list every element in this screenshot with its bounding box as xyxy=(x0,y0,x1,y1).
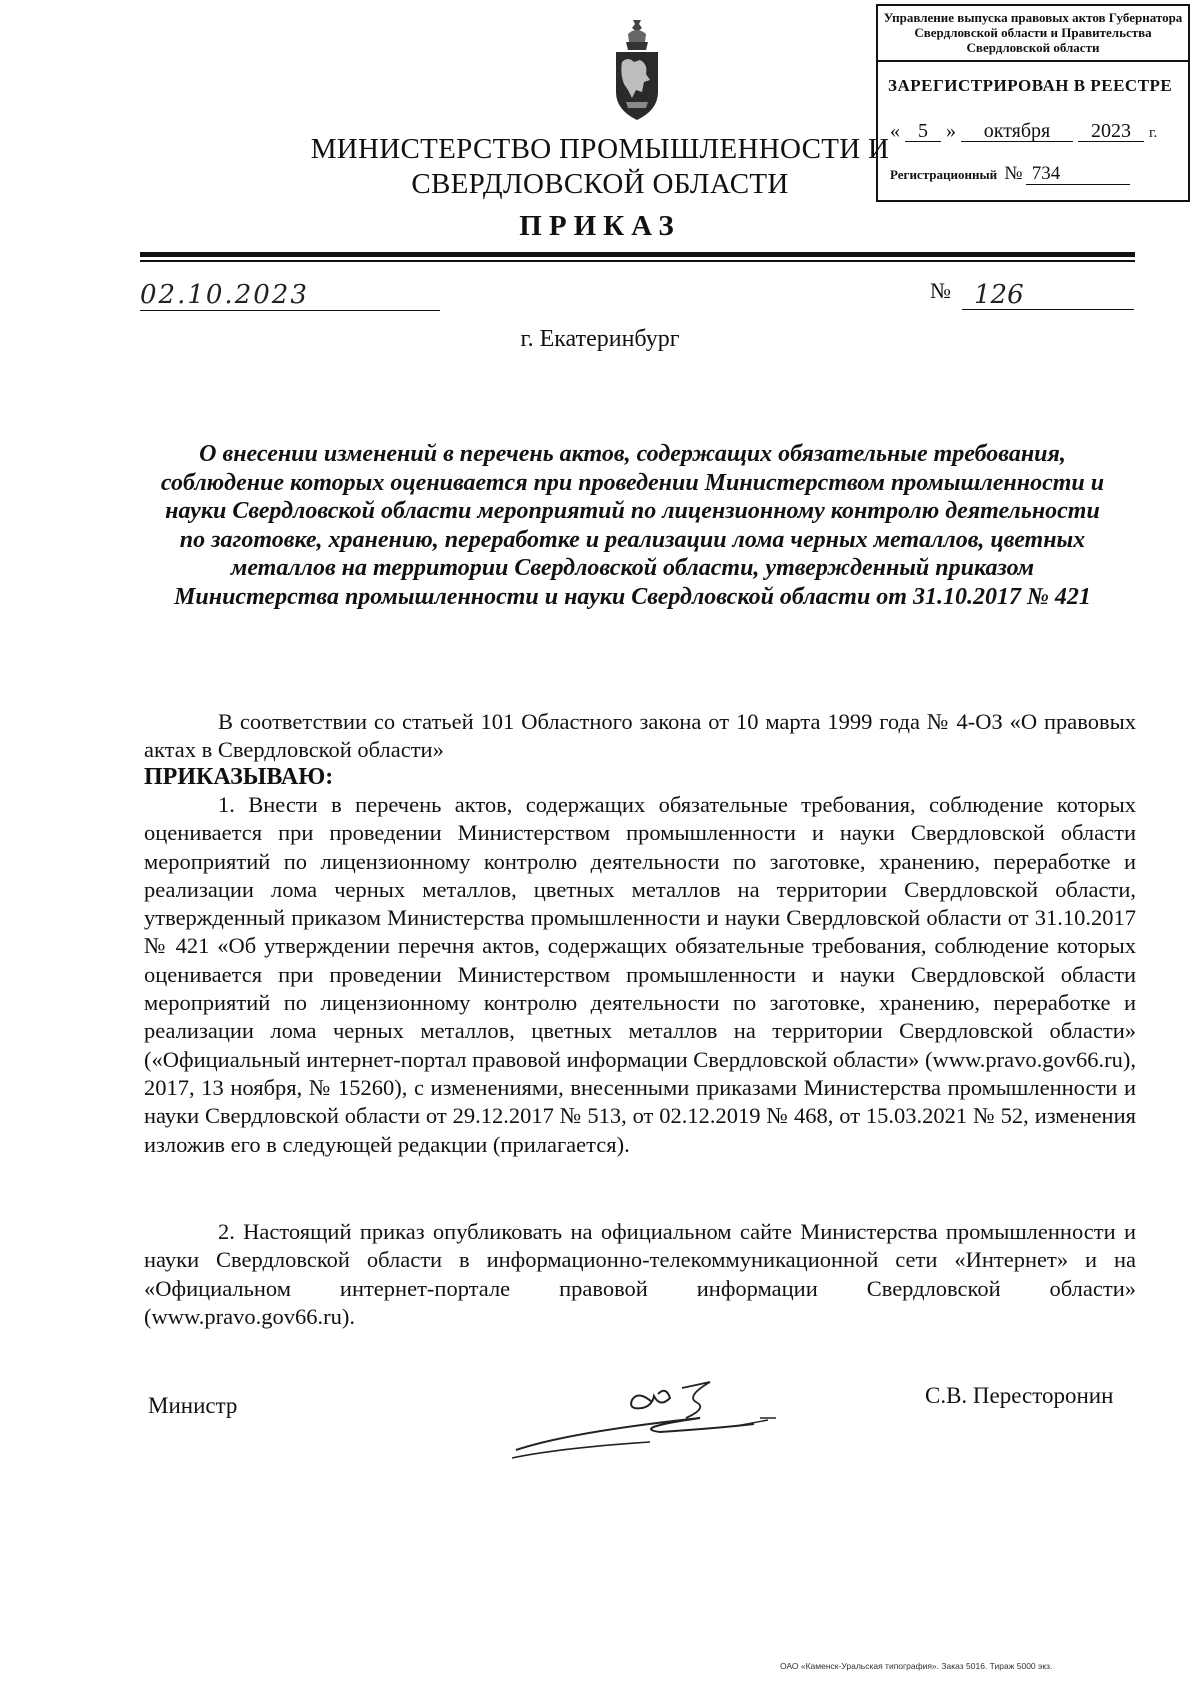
handwritten-signature xyxy=(510,1368,800,1464)
number-label: № xyxy=(930,278,951,303)
stamp-reg-sign: № xyxy=(1004,163,1023,184)
handwritten-date: 02.10.2023 xyxy=(140,280,440,311)
ministry-line-2: СВЕРДЛОВСКОЙ ОБЛАСТИ xyxy=(411,168,789,200)
handwritten-number: 126 xyxy=(962,280,1134,310)
coat-of-arms-icon xyxy=(606,18,668,122)
stamp-registration-number xyxy=(890,163,1188,185)
header-divider-thin xyxy=(140,260,1135,262)
stamp-reg-number: 734 xyxy=(1026,164,1130,185)
stamp-year: 2023 xyxy=(1078,121,1144,142)
stamp-authority: Управление выпуска правовых актов Губернатора Свердловской области и Правительства Свердловской области xyxy=(878,6,1188,62)
stamp-date xyxy=(890,120,1188,143)
order-word: ПРИКАЗЫВАЮ: xyxy=(144,764,334,790)
order-item-1: 1. Внести в перечень актов, содержащих обязательные требования, соблюдение которых оценивается при проведении Министерством промышленности и науки Свердловской области мероприятий по лицензионному контролю деятельности по заготовке, хранению, переработке и реализации лома черных металлов, цветных металлов на территории Свердловской области, утвержденный приказом Министерства промышленности и науки Свердловской области от 31.10.2017 № 421 «Об утверждении перечня актов, содержащих обязательные требования, соблюдение которых оценивается при проведении Министерством промышленности и науки Свердловской области мероприятий по лицензионному контролю деятельности по заготовке, хранению, переработке и реализации лома черных металлов, цветных металлов на территории Свердловской области» («Официальный интернет-портал правовой информации Свердловской области» (www.pravo.gov66.ru), 2017, 13 ноября, № 15260), с изменениями, внесенными приказами Министерства промышленности и науки Свердловской области от 29.12.2017 № 513, от 02.12.2019 № 468, от 15.03.2021 № 52, изменения изложив его в следующей редакции (прилагается). xyxy=(144,792,1136,1157)
signer-name: С.В. Пересторонин xyxy=(925,1383,1114,1408)
intro-paragraph: В соответствии со статьей 101 Областного закона от 10 марта 1999 года № 4-ОЗ «О правовых актах в Свердловской области» xyxy=(144,709,1136,763)
stamp-registered-label: ЗАРЕГИСТРИРОВАН В РЕЕСТРЕ xyxy=(888,76,1173,95)
signer-title: Министр xyxy=(148,1393,238,1418)
order-subject: О внесении изменений в перечень актов, содержащих обязательные требования, соблюдение которых оценивается при проведении Министерством промышленности и науки Свердловской области мероприятий по лицензионному контролю деятельности по заготовке, хранению, переработке и реализации лома черных металлов, цветных металлов на территории Свердловской области, утвержденный приказом Министерства промышленности и науки Свердловской области от 31.10.2017 № 421 xyxy=(160,441,1105,610)
stamp-reg-label: Регистрационный xyxy=(890,167,998,182)
city: г. Екатеринбург xyxy=(520,326,680,352)
printer-footnote: ОАО «Каменск-Уральская типография». Заказ 5016. Тираж 5000 экз. xyxy=(780,1661,1053,1671)
stamp-month: октября xyxy=(961,121,1073,142)
header-divider xyxy=(140,252,1135,257)
order-item-2: 2. Настоящий приказ опубликовать на официальном сайте Министерства промышленности и науки Свердловской области в информационно-телекоммуникационной сети «Интернет» и на «Официальном интернет-портале правовой информации Свердловской области» (www.pravo.gov66.ru). xyxy=(144,1219,1136,1329)
registration-stamp xyxy=(876,4,1190,202)
ministry-line-1: МИНИСТЕРСТВО ПРОМЫШЛЕННОСТИ И xyxy=(310,133,890,165)
stamp-open-quote: « xyxy=(890,120,900,142)
stamp-day: 5 xyxy=(905,121,941,142)
document-type: ПРИКАЗ xyxy=(519,210,681,242)
ministry-name xyxy=(310,132,890,202)
stamp-year-suffix: г. xyxy=(1149,125,1158,141)
stamp-close-quote: » xyxy=(946,120,956,142)
